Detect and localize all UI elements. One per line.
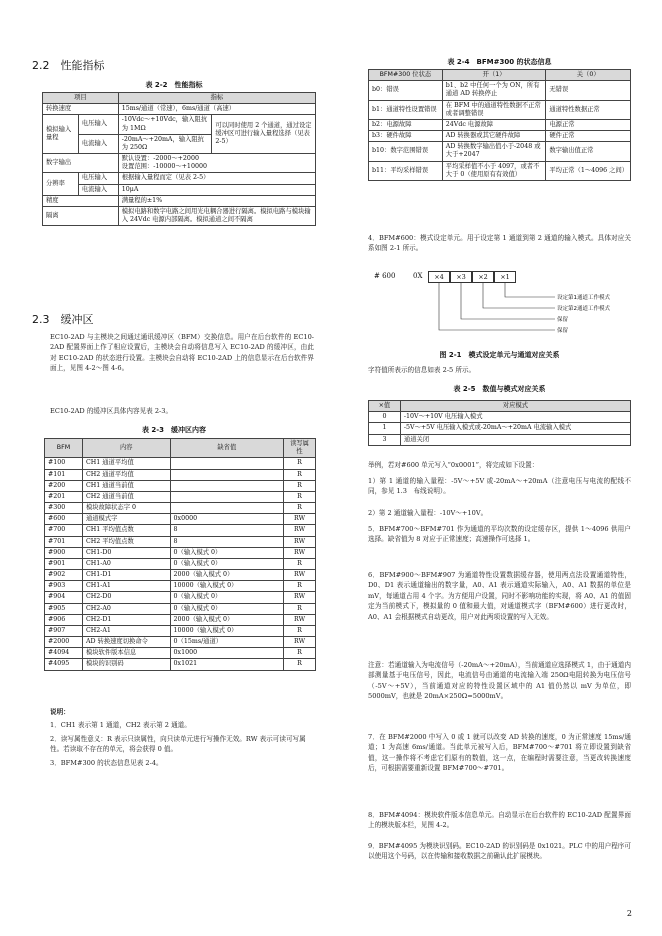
table-row: 精度 满量程的±1%	[43, 195, 316, 206]
table-cell: RW	[284, 637, 316, 648]
table-row	[45, 592, 316, 603]
paragraph-buffer-ref: EC10-2AD 的缓冲区具体内容见表 2-3。	[50, 407, 173, 415]
table-2-2	[42, 92, 316, 226]
paragraph-item-6: 6．BFM#900～BFM#907 为通道特性设置数据缓存器，使用两点法设置通道特性，D0、D1 表示通道输出的数字量，A0、A1 表示通道实际输入，A0、A1 数据的单位是 mV，每通道占用 4 个字。为方便用户设置，同时不影响功能的实现，将 A0、A1 的值固定为当前模式下，模拟量的 0 值和最大值，对通道模式字（BFM#600）进行更改时，A0、A1 会根据模式自动更改，用户对此两项设置的写入无效。	[368, 571, 631, 621]
table-row	[369, 131, 631, 142]
table-cell: #201	[45, 491, 83, 502]
table-cell: CH2 通道当前值	[82, 491, 170, 502]
table-cell: 0（输入模式 0）	[170, 603, 284, 614]
table-cell: CH1 平均值点数	[82, 525, 170, 536]
table-cell: 2000（输入模式 0）	[170, 570, 284, 581]
table-row: 隔离 模拟电路和数字电路之间用光电耦合器进行隔离。模拟电路与模块输入 24Vdc 电源内部隔离。模拟通道之间不隔离	[43, 206, 316, 225]
paragraph-example: 举例，若对#600 单元写入“0x0001”，将完成如下设置：	[368, 461, 539, 469]
table-header: 缺省值	[170, 439, 284, 458]
paragraph-bfm600: 4．BFM#600：模式设定单元。用于设定第 1 通道到第 2 通道的输入模式。具体对应关系如图 2-1 所示。	[368, 234, 631, 253]
table-cell: CH2-D0	[82, 592, 170, 603]
table-cell: #907	[45, 625, 83, 636]
table-row	[45, 603, 316, 614]
table-2-5	[368, 400, 631, 446]
table-row: 转换速度 15ms/通道（常速），6ms/通道（高速）	[43, 104, 316, 115]
table-cell: 2000（输入模式 0）	[170, 614, 284, 625]
figure-prefix: 0X	[413, 272, 423, 280]
table-cell: b11：平均采样错误	[369, 161, 443, 180]
table-cell: b10：数字范围错误	[369, 142, 443, 161]
table-cell: 1	[369, 423, 401, 434]
table-header: BFM#300 位状态	[369, 70, 443, 81]
paragraph-item-7: 7．在 BFM#2000 中写入 0 或 1 就可以改变 AD 转换的速度，0 为正常速度 15ms/通道；1 为高速 6ms/通道。当此单元被写入后，BFM#700～#701 将立即设置到缺省值，这一操作将不考虑它们原有的数值，这一点，在编程时需要注意，当更改转换速度后，可根据需要重新设置 BFM#700～#701。	[368, 733, 631, 773]
paragraph-item-5: 5．BFM#700～BFM#701 作为通道的平均次数的设定缓存区，提供 1～4096 供用户选择。缺省值为 8 对应于正常速度；高速操作可选择 1。	[368, 525, 631, 544]
mode-box-2: ×2	[472, 271, 494, 283]
table-cell: #904	[45, 592, 83, 603]
table-cell: 在 BFM 中的通道特性数据不正常或者调整错误	[442, 100, 546, 119]
table-row	[369, 412, 631, 423]
table-cell: 0（15ms/通道）	[170, 637, 284, 648]
table-cell	[170, 503, 284, 514]
table-cell: #903	[45, 581, 83, 592]
table-cell: 无错误	[546, 81, 631, 100]
table-cell: 平均采样值不小于 4097，或者不大于 0（使用原有有效值）	[442, 161, 546, 180]
table-header: 开（1）	[442, 70, 546, 81]
table-cell: 平均正常（1～4096 之间）	[546, 161, 631, 180]
table-cell: R	[284, 625, 316, 636]
table-row: 电流输入 -20mA～+20mA，输入阻抗为 250Ω	[43, 134, 316, 153]
table-row	[45, 458, 316, 469]
table-cell: 通道模式字	[82, 514, 170, 525]
table-cell: CH2-D1	[82, 614, 170, 625]
notes-title: 说明：	[50, 708, 70, 716]
table-row	[45, 469, 316, 480]
table-cell	[170, 491, 284, 502]
table-row	[45, 570, 316, 581]
table-cell: #4095	[45, 659, 83, 670]
table-cell: b1、b2 中任何一个为 ON，所有通道 AD 转换停止	[442, 81, 546, 100]
table-cell: CH1 通道当前值	[82, 480, 170, 491]
paragraph-buffer-intro: EC10-2AD 与主模块之间通过通讯缓冲区（BFM）交换信息。用户在后台软件的 EC10-2AD 配置界面上作了相应设置后，主模块会自动将信息写入 EC10-2AD 的缓冲区，由此对 EC10-2AD 的状态进行设置。主模块会自动将 EC10-2AD 上的信息显示在后台软件界面上，见图 4-2～图 4-6。	[50, 333, 314, 373]
table-cell: AD 转换速度切换命令	[82, 637, 170, 648]
table-cell	[170, 458, 284, 469]
mode-box-4: ×4	[428, 271, 450, 283]
table-row	[45, 525, 316, 536]
table-cell: CH2-A0	[82, 603, 170, 614]
table-row	[369, 119, 631, 130]
table-cell: RW	[284, 547, 316, 558]
table-row: 分辨率 电压输入 根据输入量程而定（见表 2-5）	[43, 173, 316, 184]
table-cell: RW	[284, 536, 316, 547]
note-3: 3．BFM#300 的状态信息见表 2-4。	[50, 758, 163, 767]
table-cell: 0（输入模式 0）	[170, 547, 284, 558]
table-cell: -5V～+5V 电压输入模式或-20mA～+20mA 电流输入模式	[400, 423, 630, 434]
table-2-4	[368, 69, 631, 181]
table-cell: b2：电源故障	[369, 119, 443, 130]
table-cell: R	[284, 659, 316, 670]
figure-desc-reserved-2: 保留	[557, 328, 569, 334]
table-cell: #900	[45, 547, 83, 558]
table-cell: CH1-D1	[82, 570, 170, 581]
figure-2-1-caption: 图 2-1 模式设定单元与通道对应关系	[439, 351, 560, 359]
page-number: 2	[626, 909, 632, 918]
table-2-2-caption: 表 2-2 性能指标	[145, 81, 203, 89]
table-row	[369, 434, 631, 445]
table-cell: RW	[284, 614, 316, 625]
table-row	[369, 423, 631, 434]
table-2-3-caption: 表 2-3 缓冲区内容	[141, 426, 207, 434]
paragraph-example-2: 2）第 2 通道输入量程：-10V～+10V。	[368, 509, 488, 517]
table-cell: RW	[284, 592, 316, 603]
section-heading-2-2: 2.2 性能指标	[32, 59, 105, 72]
table-cell: R	[284, 648, 316, 659]
table-cell: R	[284, 491, 316, 502]
paragraph-item-9: 9．BFM#4095 为模块识别码。EC10-2AD 的识别码是 0x1021。PLC 中的用户程序可以使用这个号码，以在传输和接收数据之前确认此扩展模块。	[368, 842, 631, 861]
section-heading-2-3: 2.3 缓冲区	[32, 313, 94, 326]
table-cell: CH1-A0	[82, 558, 170, 569]
table-cell: RW	[284, 514, 316, 525]
table-header: BFM	[45, 439, 83, 458]
table-cell: #905	[45, 603, 83, 614]
table-cell: 数字输出值正常	[546, 142, 631, 161]
table-cell: 模块的识别码	[82, 659, 170, 670]
paragraph-item-6-note: 注意：若通道输入为电流信号（-20mA～+20mA），当前通道应选择模式 1，由于通道内部测量基于电压信号，因此，电流信号由通道的电流输入端 250Ω电阻转换为电压信号（-5V～+5V），当前通道对应的特性设置区域中的 A1 值仍然以 mV 为单位，即 5000mV，也就是 20mA×250Ω=5000mV。	[368, 661, 631, 701]
mode-box-1: ×1	[494, 271, 516, 283]
table-cell: #300	[45, 503, 83, 514]
notes-block	[50, 707, 314, 771]
table-row	[369, 81, 631, 100]
figure-desc-ch1: 设定第1通道工作模式	[557, 295, 610, 301]
table-cell: 3	[369, 434, 401, 445]
table-cell: R	[284, 503, 316, 514]
table-cell: 通道特性数据正常	[546, 100, 631, 119]
table-row	[45, 558, 316, 569]
table-row	[45, 503, 316, 514]
table-cell: 8	[170, 525, 284, 536]
table-cell: RW	[284, 525, 316, 536]
table-cell: #100	[45, 458, 83, 469]
table-cell: 模块故障状态字 0	[82, 503, 170, 514]
table-cell: CH2 平均值点数	[82, 536, 170, 547]
note-2: 2．读写属性意义：R 表示只读属性，向只读单元进行写操作无效。RW 表示可读可写属性。若读取不存在的单元，将会获得 0 值。	[50, 734, 306, 754]
table-row: 数字输出 默认设置：-2000～+2000 设置范围：-10000～+10000	[43, 154, 316, 173]
table-cell: RW	[284, 570, 316, 581]
table-header: 指标	[118, 93, 315, 104]
table-row	[45, 648, 316, 659]
table-cell: 24Vdc 电源故障	[442, 119, 546, 130]
table-row	[369, 100, 631, 119]
table-row: 模拟输入量程 电压输入 -10Vdc～+10Vdc，输入阻抗为 1MΩ 可以同时使用 2 个通道，通过设定缓冲区可进行输入量程选择（见表 2-5）	[43, 115, 316, 134]
table-cell: AD 转换数字输出值小于-2048 或大于+2047	[442, 142, 546, 161]
table-row: 电流输入 10μA	[43, 184, 316, 195]
table-cell: 电源正常	[546, 119, 631, 130]
table-row	[45, 514, 316, 525]
table-cell: 0x0000	[170, 514, 284, 525]
table-row	[45, 547, 316, 558]
table-row	[45, 637, 316, 648]
table-cell: #4094	[45, 648, 83, 659]
mode-box-3: ×3	[450, 271, 472, 283]
table-header: 项目	[43, 93, 119, 104]
table-cell: CH2 通道平均值	[82, 469, 170, 480]
note-1: 1．CH1 表示第 1 通道，CH2 表示第 2 通道。	[50, 721, 191, 730]
table-cell: #101	[45, 469, 83, 480]
figure-address: # 600	[374, 272, 396, 280]
figure-desc-ch2: 设定第2通道工作模式	[557, 306, 610, 312]
table-row	[45, 614, 316, 625]
table-cell: AD 转换器或其它硬件故障	[442, 131, 546, 142]
table-row	[45, 536, 316, 547]
table-cell: R	[284, 480, 316, 491]
table-2-4-caption: 表 2-4 BFM#300 的状态信息	[447, 58, 552, 66]
table-cell: #701	[45, 536, 83, 547]
table-cell: 硬件正常	[546, 131, 631, 142]
table-cell: CH1-A1	[82, 581, 170, 592]
table-cell: CH1-D0	[82, 547, 170, 558]
table-cell: #700	[45, 525, 83, 536]
table-cell: 0（输入模式 0）	[170, 592, 284, 603]
table-cell: -10V～+10V 电压输入模式	[400, 412, 630, 423]
table-header: 内容	[82, 439, 170, 458]
table-2-3	[44, 438, 316, 671]
figure-desc-reserved-1: 保留	[557, 317, 569, 323]
table-cell: CH1 通道平均值	[82, 458, 170, 469]
table-cell: 0x1021	[170, 659, 284, 670]
table-cell: 0x1000	[170, 648, 284, 659]
figure-2-1	[368, 268, 631, 348]
table-cell: #2000	[45, 637, 83, 648]
table-cell: #200	[45, 480, 83, 491]
paragraph-item-8: 8．BFM#4094：模块软件版本信息单元。自动显示在后台软件的 EC10-2AD 配置界面上的模块版本栏，见图 4-2。	[368, 811, 631, 830]
table-cell: #906	[45, 614, 83, 625]
table-header: 对应模式	[400, 401, 630, 412]
table-2-5-caption: 表 2-5 数值与模式对应关系	[453, 385, 546, 393]
table-cell: b1：通道特性设置错误	[369, 100, 443, 119]
table-header: ×值	[369, 401, 401, 412]
table-cell: R	[284, 558, 316, 569]
table-cell: #902	[45, 570, 83, 581]
table-cell: R	[284, 458, 316, 469]
table-cell: CH2-A1	[82, 625, 170, 636]
table-row	[45, 491, 316, 502]
table-header: 读写属性	[284, 439, 316, 458]
table-cell: 0（输入模式 0）	[170, 558, 284, 569]
table-cell: 模块软件版本信息	[82, 648, 170, 659]
table-header: 关（0）	[546, 70, 631, 81]
table-cell: 0	[369, 412, 401, 423]
table-cell	[170, 480, 284, 491]
table-cell: b0：错误	[369, 81, 443, 100]
table-cell: b3：硬件故障	[369, 131, 443, 142]
table-cell: R	[284, 581, 316, 592]
table-row	[45, 480, 316, 491]
table-cell: 10000（输入模式 0）	[170, 581, 284, 592]
table-row	[369, 161, 631, 180]
paragraph-figure-ref: 字符值所表示的信息如表 2-5 所示。	[368, 366, 476, 374]
table-cell: R	[284, 603, 316, 614]
table-cell: 10000（输入模式 0）	[170, 625, 284, 636]
table-cell: #600	[45, 514, 83, 525]
table-cell: 通道关闭	[400, 434, 630, 445]
paragraph-example-1: 1）第 1 通道的输入量程：-5V～+5V 或-20mA～+20mA（注意电压与电流的配线不同，参见 1.3 布线说明）。	[368, 477, 631, 496]
table-cell: #901	[45, 558, 83, 569]
table-cell: R	[284, 469, 316, 480]
table-row	[45, 581, 316, 592]
table-cell: 8	[170, 536, 284, 547]
table-row	[45, 659, 316, 670]
table-row	[369, 142, 631, 161]
table-cell	[170, 469, 284, 480]
table-row	[45, 625, 316, 636]
